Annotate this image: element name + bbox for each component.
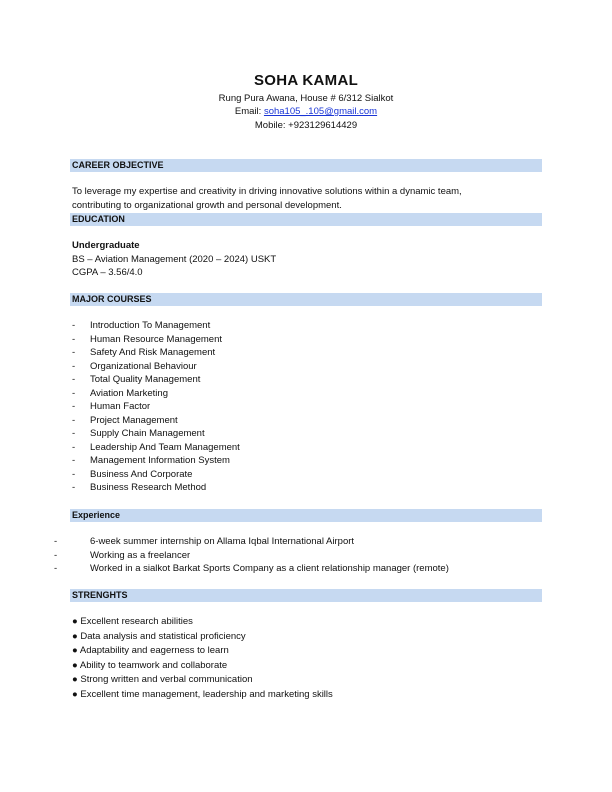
- mobile: Mobile: +923129614429: [254, 120, 358, 131]
- major-courses-heading: MAJOR COURSES: [72, 294, 152, 304]
- course-bullet: -: [72, 441, 76, 453]
- course-item: Business Research Method: [90, 482, 207, 493]
- strength-item: ● Adaptability and eagerness to learn: [72, 645, 229, 656]
- career-objective-heading: CAREER OBJECTIVE: [72, 160, 164, 170]
- course-item: Project Management: [90, 414, 178, 426]
- course-item: Human Factor: [90, 401, 151, 412]
- course-bullet: -: [72, 401, 76, 412]
- objective-line-2: contributing to organizational growth and personal development.: [72, 200, 342, 211]
- candidate-name: SOHA KAMAL: [253, 72, 359, 89]
- strength-item: ● Data analysis and statistical proficiency: [72, 630, 246, 642]
- education-cgpa: CGPA – 3.56/4.0: [72, 267, 143, 278]
- course-bullet: -: [72, 455, 76, 466]
- strength-item: ● Strong written and verbal communication: [72, 674, 253, 685]
- education-level: Undergraduate: [72, 240, 140, 251]
- course-bullet: -: [72, 347, 76, 358]
- course-bullet: -: [72, 468, 76, 480]
- address: Rung Pura Awana, House # 6/312 Sialkot: [218, 93, 394, 104]
- course-item: Human Resource Management: [90, 333, 223, 345]
- course-item: Organizational Behaviour: [90, 360, 197, 372]
- course-bullet: -: [72, 482, 76, 493]
- course-item: Supply Chain Management: [90, 428, 205, 439]
- course-item: Aviation Marketing: [90, 387, 168, 399]
- course-bullet: -: [72, 374, 76, 385]
- experience-item: Working as a freelancer: [90, 549, 191, 561]
- course-bullet: -: [72, 387, 76, 399]
- strengths-heading: STRENGHTS: [72, 590, 128, 600]
- major-courses-header: [70, 293, 542, 306]
- education-header: [70, 213, 542, 226]
- course-bullet: -: [72, 333, 76, 345]
- course-item: Management Information System: [90, 455, 230, 466]
- education-heading: EDUCATION: [72, 214, 125, 224]
- career-objective-header: [70, 159, 542, 172]
- strengths-header: [70, 589, 542, 602]
- course-item: Safety And Risk Management: [90, 347, 216, 358]
- strength-item: ● Excellent research abilities: [72, 616, 193, 627]
- experience-heading: Experience: [72, 510, 121, 520]
- experience-bullet: -: [54, 536, 58, 547]
- course-item: Leadership And Team Management: [90, 441, 240, 453]
- experience-item: Worked in a sialkot Barkat Sports Company as a client relationship manager (remote): [90, 563, 449, 574]
- experience-header: [70, 509, 542, 522]
- course-bullet: -: [72, 360, 76, 372]
- experience-bullet: -: [54, 563, 58, 574]
- course-item: Introduction To Management: [90, 320, 211, 331]
- email-line: [0, 106, 612, 117]
- course-bullet: -: [72, 428, 76, 439]
- course-item: Total Quality Management: [90, 374, 201, 385]
- email-label: Email:: [234, 106, 264, 117]
- course-item: Business And Corporate: [90, 468, 193, 480]
- course-bullet: -: [72, 320, 76, 331]
- objective-line-1: To leverage my expertise and creativity in driving innovative solutions within a dynamic team,: [72, 186, 462, 197]
- experience-bullet: -: [54, 549, 58, 561]
- experience-item: 6-week summer internship on Allama Iqbal International Airport: [90, 536, 355, 547]
- email-link[interactable]: soha105_.105@gmail.com: [263, 106, 378, 117]
- strength-item: ● Ability to teamwork and collaborate: [72, 659, 228, 671]
- course-bullet: -: [72, 414, 76, 426]
- strength-item: ● Excellent time management, leadership and marketing skills: [72, 688, 333, 700]
- education-degree: BS – Aviation Management (2020 – 2024) USKT: [72, 254, 277, 265]
